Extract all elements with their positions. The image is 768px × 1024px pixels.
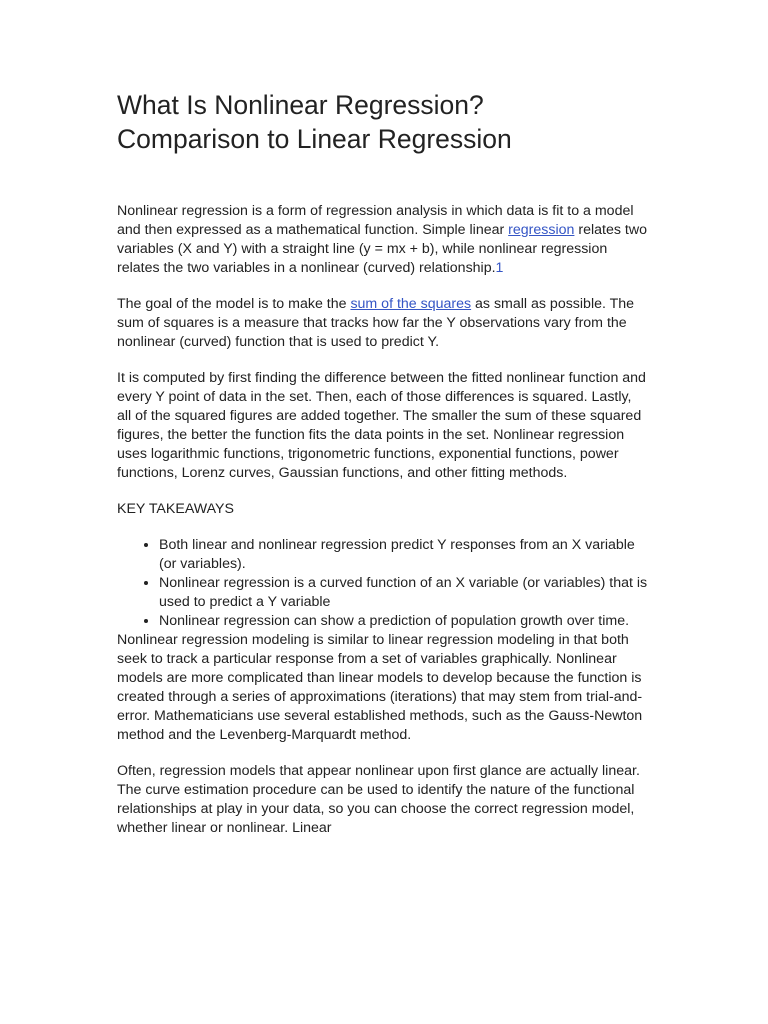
computation-paragraph: It is computed by first finding the difference between the fitted nonlinear function and every Y point of data in the set. Then, each of those differences is squared. Lastly, all of the squared figures are added together. The smaller the sum of these squared figures, the better the function fits the data points in the set. Nonlinear regression uses logarithmic functions, trigonometric functions, exponential functions, power functions, Lorenz curves, Gaussian functions, and other fitting methods. [117,370,646,481]
key-takeaways-heading: KEY TAKEAWAYS [117,501,234,517]
goal-text-after-link: as small as possible. The sum of squares is a measure that tracks how far the Y observations vary from the nonlinear (curved) function that is used to predict Y. [117,296,635,350]
intro-text-before-link: Nonlinear regression is a form of regression analysis in which data is fit to a model and then expressed as a mathematical function. Simple linear [117,203,634,238]
takeaway-item: • Nonlinear regression can show a prediction of population growth over time. [159,612,649,631]
modeling-paragraph: Nonlinear regression modeling is similar to linear regression modeling in that both seek to track a particular response from a set of variables graphically. Nonlinear models are more complicated than linear models to develop because the function is created through a series of approximations (iterations) that may stem from trial-and-error. Mathematicians use several established methods, such as the Gauss-Newton method and the Levenberg-Marquardt method. [117,632,643,743]
goal-paragraph [117,295,649,352]
title-line-1: What Is Nonlinear Regression? [117,90,484,120]
takeaway-item: • Nonlinear regression is a curved function of an X variable (or variables) that is used to predict a Y variable [159,574,649,612]
goal-text-before-link: The goal of the model is to make the [117,296,351,312]
takeaway-item: • Both linear and nonlinear regression predict Y responses from an X variable (or variables). [159,536,649,574]
intro-text-after-link: relates two variables (X and Y) with a straight line (y = mx + b), while nonlinear regression relates the two variables in a nonlinear (curved) relationship. [117,222,647,276]
regression-link[interactable]: regression [508,222,575,238]
footnote-ref-link[interactable]: 1 [495,260,504,276]
title-line-2: Comparison to Linear Regression [117,124,512,154]
article [117,88,649,838]
page-title [117,88,649,156]
intro-paragraph [117,202,649,278]
sum-of-squares-link[interactable]: sum of the squares [350,296,472,312]
key-takeaways-list [117,536,649,631]
curve-estimation-paragraph: Often, regression models that appear nonlinear upon first glance are actually linear. The curve estimation procedure can be used to identify the nature of the functional relationships at play in your data, so you can choose the correct regression model, whether linear or nonlinear. Linear [117,763,640,836]
